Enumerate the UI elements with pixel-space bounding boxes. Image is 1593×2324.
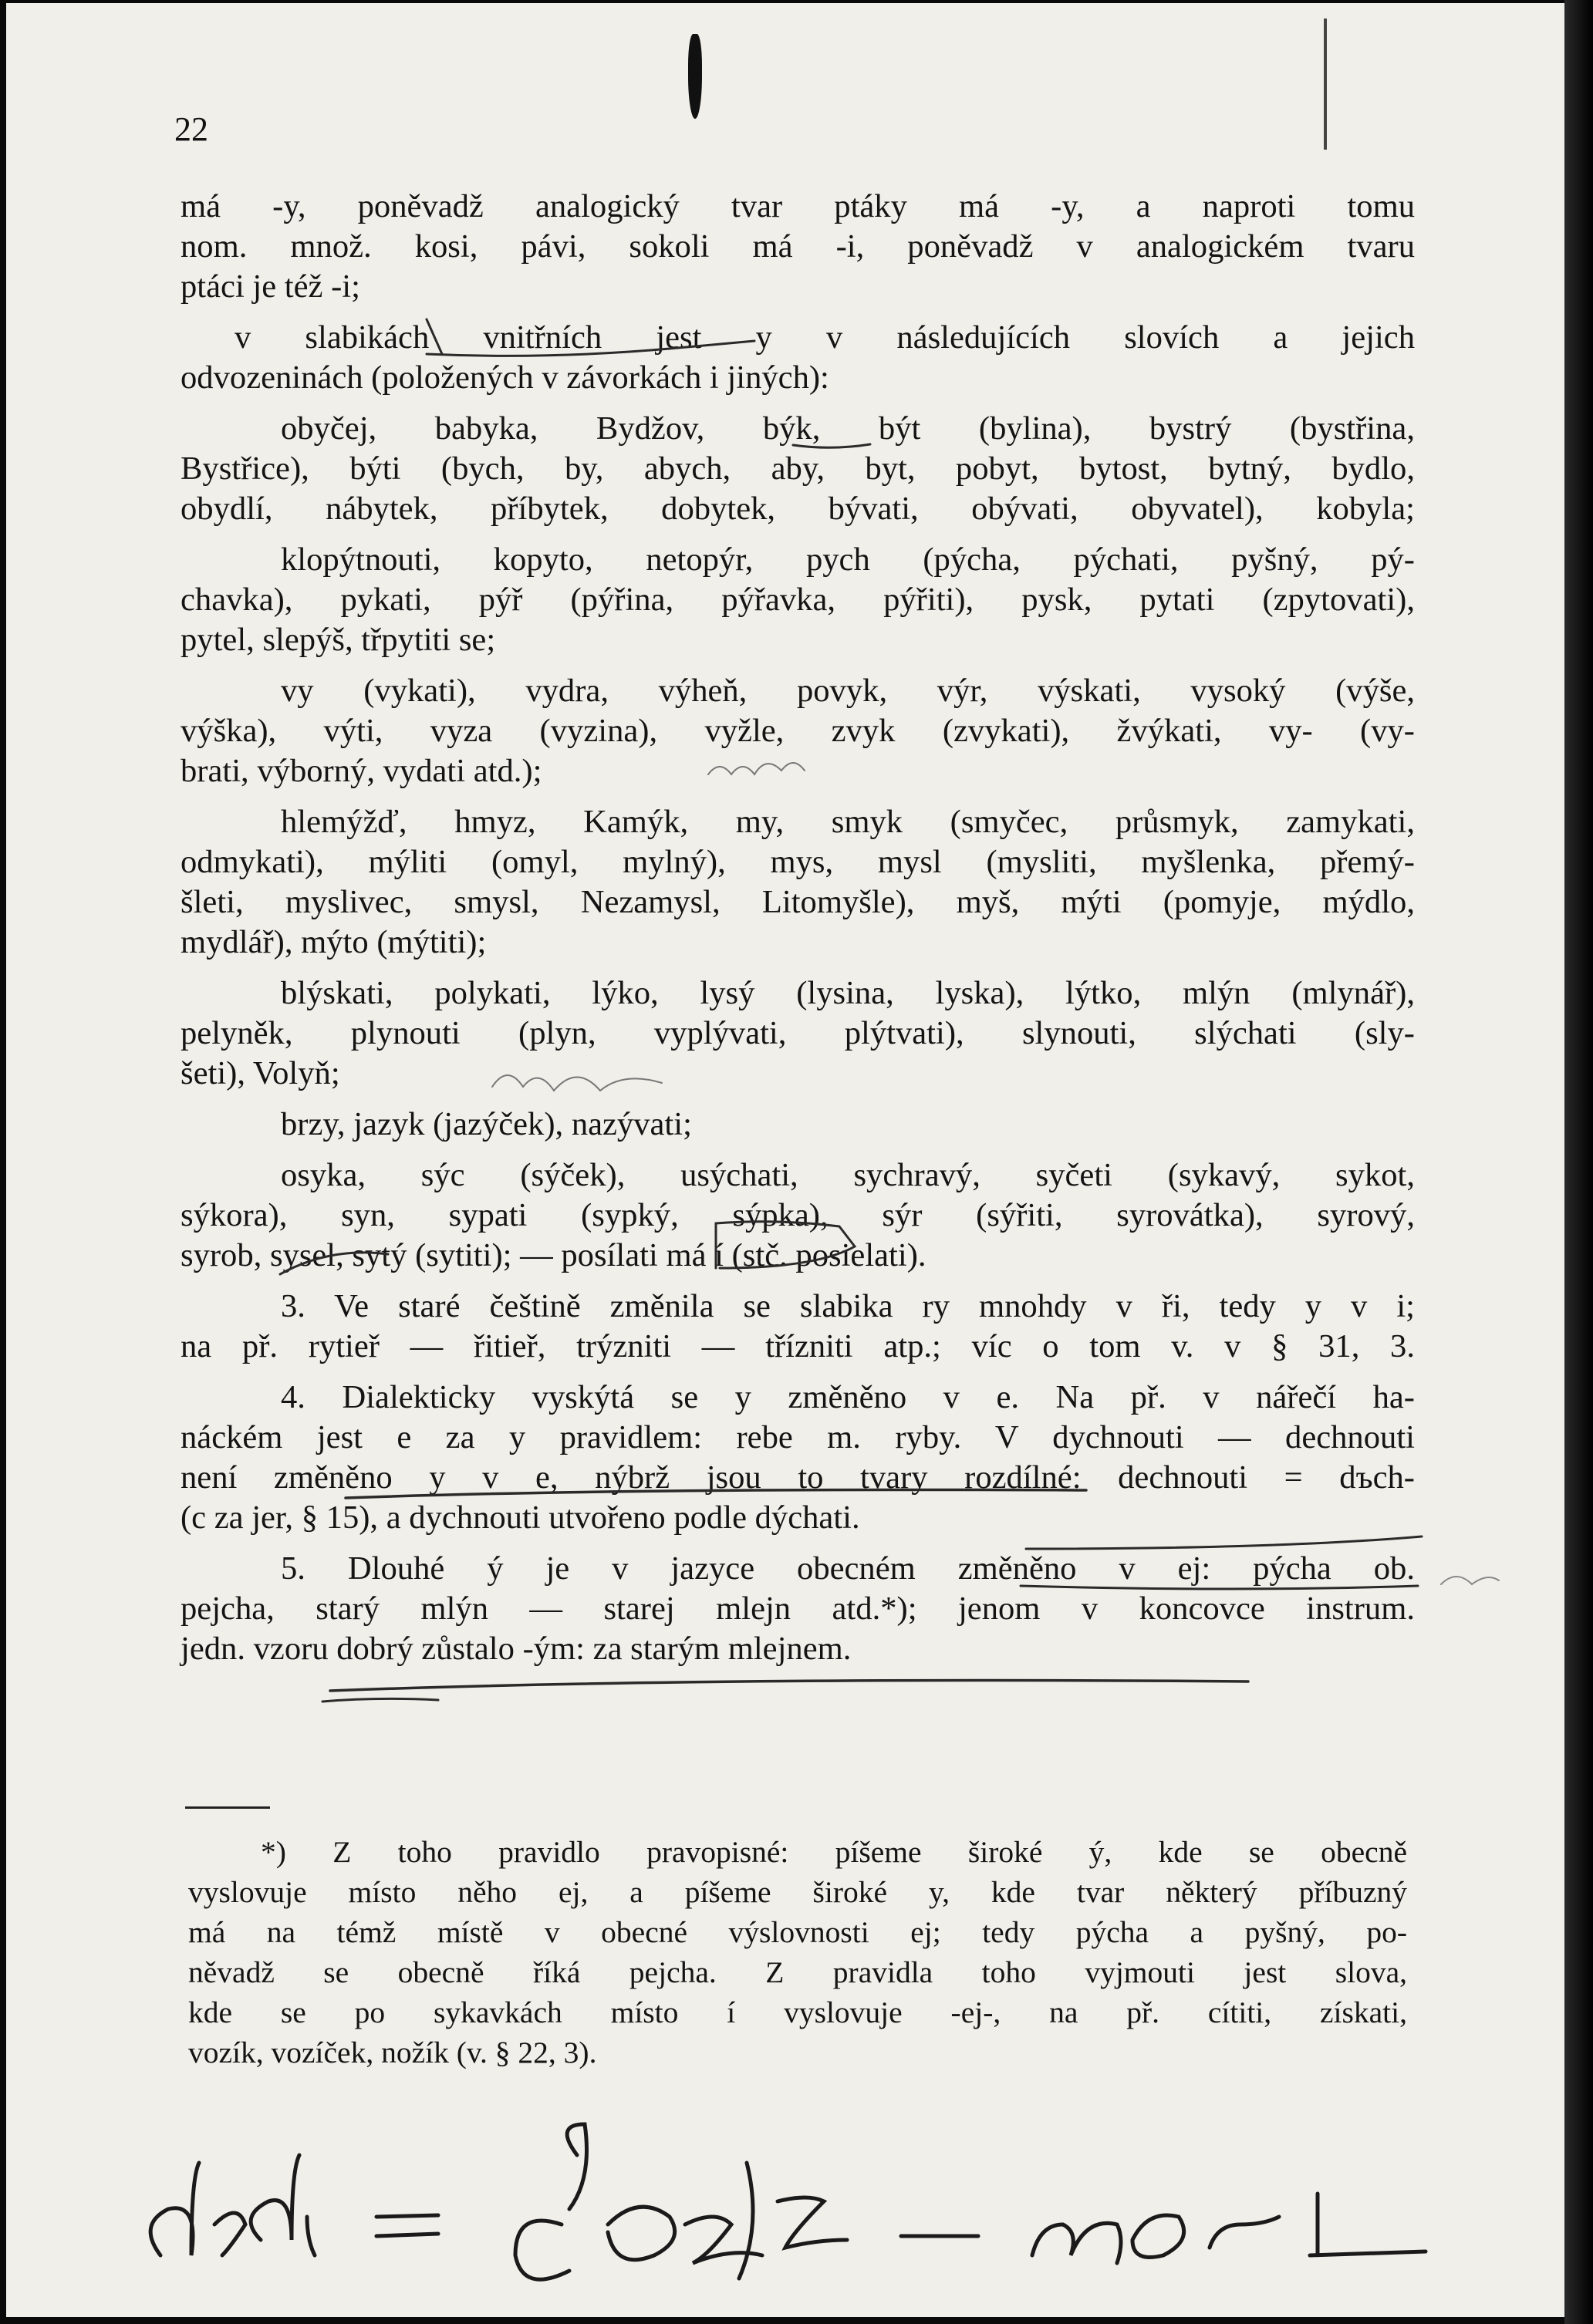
body-line: 3. Ve staré češtině změnila se slabika ry mnohdy v ři, tedy y v i; [281,1288,1415,1324]
footnote-line: vozík, vozíček, nožík (v. § 22, 3). [188,2036,597,2069]
body-line: (c za jer, § 15), a dychnouti utvořeno podle dýchati. [181,1499,860,1536]
underline-dialekticky [346,1489,1086,1498]
underline-byt [793,444,870,447]
body-line: náckém jest e za y pravidlem: rebe m. ryby. V dychnouti — dechnouti [181,1419,1415,1455]
underline-dlouhe [330,1681,1248,1692]
underline-dechnouti [1021,1586,1418,1589]
body-line: obydlí, nábytek, příbytek, dobytek, bývati, obývati, obyvatel), kobyla; [181,491,1415,527]
body-line: obyčej, babyka, Bydžov, býk, být (bylina), bystrý (bystřina, [281,410,1415,447]
body-line: klopýtnouti, kopyto, netopýr, pych (pýcha, pýchati, pyšný, pý- [281,541,1415,578]
body-line: hlemýžď, hmyz, Kamýk, my, smyk (smyčec, průsmyk, zamykati, [281,804,1415,840]
body-line: šeti), Volyň; [181,1055,340,1091]
body-line: pytel, slepýš, třpytiti se; [181,622,496,658]
body-line: není změněno y v e, nýbrž jsou to tvary rozdílné: dechnouti = dъch- [181,1459,1415,1496]
body-line: pejcha, starý mlýn — starej mlejn atd.*); jenom v koncovce instrum. [181,1590,1415,1627]
underline-vnitrnich [427,341,754,356]
body-line: brzy, jazyk (jazýček), nazývati; [281,1106,692,1142]
body-line: Bystřice), býti (bych, by, abych, aby, byt, pobyt, bytost, bytný, bydlo, [181,450,1415,487]
body-line: nom. množ. kosi, pávi, sokoli má -i, poněvadž v analogickém tvaru [181,228,1415,265]
body-line: blýskati, polykati, lýko, lysý (lysina, lyska), lýtko, mlýn (mlynář), [281,975,1415,1011]
body-line: výška), výti, vyza (vyzina), vyžle, zvyk (zvykati), žvýkati, vy- (vy- [181,713,1415,749]
body-line: chavka), pykati, pýř (pýřina, pýřavka, pýřiti), pysk, pytati (zpytovati), [181,582,1415,618]
body-line: na př. rytieř — řitieř, trýzniti — třízniti atp.; víc o tom v. v § 31, 3. [181,1328,1415,1364]
page-number: 22 [174,110,208,148]
handwritten-annotations [6,3,1564,2317]
footnote-line: vyslovuje místo něho ej, a píšeme široké y, kde tvar některý příbuzný [188,1875,1407,1909]
body-line: ptáci je též -i; [181,268,360,305]
body-line: odmykati), mýliti (omyl, mylný), mys, mysl (mysliti, myšlenka, přemý- [181,844,1415,880]
footnote-line: něvadž se obecně říká pejcha. Z pravidla toho vyjmouti jest slova, [188,1955,1407,1989]
body-line: má -y, poněvadž analogický tvar ptáky má -y, a naproti tomu [181,188,1415,224]
footnote-line: *) Z toho pravidlo pravopisné: píšeme široké ý, kde se obecně [261,1835,1407,1869]
body-line: odvozeninách (položených v závorkách i jiných): [181,359,829,396]
body-line: v slabikách vnitřních jest y v následujících slovích a jejich [235,319,1415,356]
body-line: sýkora), syn, sypati (sypký, sýpka), sýr (sýřiti, syrovátka), syrový, [181,1197,1415,1233]
body-line: mydlář), mýto (mýtiti); [181,924,487,960]
footnote-line: má na témž místě v obecné výslovnosti ej; tedy pýcha a pyšný, po- [188,1915,1407,1949]
body-line: pelyněk, plynouti (plyn, vyplývati, plýtvati), slynouti, slýchati (sly- [181,1015,1415,1051]
body-line: 5. Dlouhé ý je v jazyce obecném změněno v ej: pýcha ob. [281,1550,1415,1587]
body-line: jedn. vzoru dobrý zůstalo -ým: za starým mlejnem. [181,1631,852,1667]
body-line: šleti, myslivec, smysl, Nezamysl, Litomyšle), myš, mýti (pomyje, mýdlo, [181,884,1415,920]
scan-border [1564,0,1593,2324]
footnote-line: kde se po sykavkách místo í vyslovuje -ej-, na př. cítiti, získati, [188,1995,1407,2029]
body-line: 4. Dialekticky vyskýtá se y změněno v e. Na př. v nářečí ha- [281,1379,1415,1415]
underline-dychnouti [1026,1536,1422,1549]
scanned-page [6,3,1564,2317]
body-line: vy (vykati), vydra, výheň, povyk, výr, výskati, vysoký (výše, [281,673,1415,709]
body-line: syrob, sysel, sytý (sytiti); — posílati má í (stč. posielati). [181,1237,926,1273]
box-posilati [716,1222,855,1268]
body-line: osyka, sýc (sýček), usýchati, sychravý, syčeti (sykavý, sykot, [281,1157,1415,1193]
body-line: brati, výborný, vydati atd.); [181,753,542,789]
handwritten-note [150,2124,1426,2279]
